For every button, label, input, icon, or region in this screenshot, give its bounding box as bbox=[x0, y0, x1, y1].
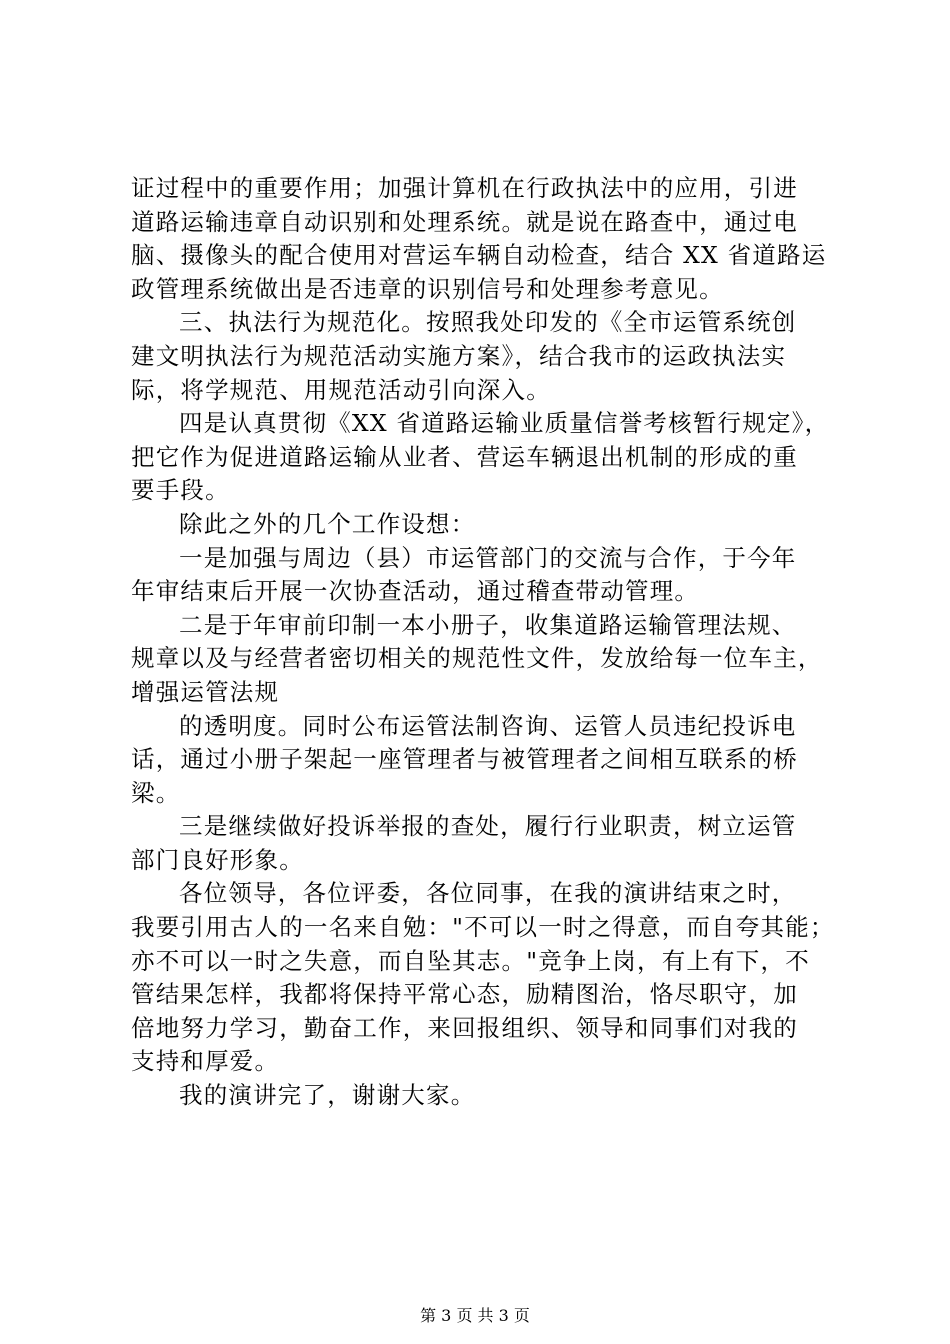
body-line: 规章以及与经营者密切相关的规范性文件，发放给每一位车主， bbox=[131, 644, 823, 673]
body-line: 政管理系统做出是否违章的识别信号和处理参考意见。 bbox=[131, 274, 724, 303]
body-line: 话，通过小册子架起一座管理者与被管理者之间相互联系的桥 bbox=[131, 745, 798, 774]
body-line: 管结果怎样，我都将保持平常心态，励精图治，恪尽职守，加 bbox=[131, 980, 798, 1009]
body-line: 梁。 bbox=[131, 778, 181, 807]
body-line: 脑、摄像头的配合使用对营运车辆自动检查，结合 XX 省道路运 bbox=[131, 241, 827, 270]
body-line: 际，将学规范、用规范活动引向深入。 bbox=[131, 375, 551, 404]
body-line: 的透明度。同时公布运管法制咨询、运管人员违纪投诉电 bbox=[179, 711, 797, 740]
body-line: 把它作为促进道路运输从业者、营运车辆退出机制的形成的重 bbox=[131, 442, 798, 471]
body-line: 道路运输违章自动识别和处理系统。就是说在路查中，通过电 bbox=[131, 207, 798, 236]
body-line: 三、执法行为规范化。按照我处印发的《全市运管系统创 bbox=[179, 308, 797, 337]
body-line: 亦不可以一时之失意，而自坠其志。"竞争上岗，有上有下，不 bbox=[131, 946, 810, 975]
document-body bbox=[131, 172, 835, 1113]
body-line: 一是加强与周边（县）市运管部门的交流与合作，于今年 bbox=[179, 543, 797, 572]
body-line: 各位领导，各位评委，各位同事，在我的演讲结束之时， bbox=[179, 879, 797, 908]
body-line: 三是继续做好投诉举报的查处，履行行业职责，树立运管 bbox=[179, 812, 797, 841]
body-line: 支持和厚爱。 bbox=[131, 1047, 280, 1076]
body-line: 我要引用古人的一名来自勉："不可以一时之得意，而自夸其能； bbox=[131, 913, 835, 942]
body-line: 建文明执法行为规范活动实施方案》，结合我市的运政执法实 bbox=[131, 341, 787, 370]
body-line: 倍地努力学习，勤奋工作，来回报组织、领导和同事们对我的 bbox=[131, 1013, 798, 1042]
body-line: 除此之外的几个工作设想： bbox=[179, 509, 476, 538]
page-footer: 第 3 页 共 3 页 bbox=[420, 1306, 530, 1325]
body-line: 年审结束后开展一次协查活动，通过稽查带动管理。 bbox=[131, 577, 700, 606]
body-line: 增强运管法规 bbox=[131, 677, 280, 706]
body-line: 二是于年审前印制一本小册子，收集道路运输管理法规、 bbox=[179, 610, 797, 639]
body-line: 部门良好形象。 bbox=[131, 845, 304, 874]
body-line: 四是认真贯彻《XX 省道路运输业质量信誉考核暂行规定》， bbox=[179, 409, 830, 438]
body-line: 证过程中的重要作用；加强计算机在行政执法中的应用，引进 bbox=[131, 174, 798, 202]
body-line: 我的演讲完了，谢谢大家。 bbox=[179, 1081, 476, 1110]
body-line: 要手段。 bbox=[131, 476, 230, 505]
